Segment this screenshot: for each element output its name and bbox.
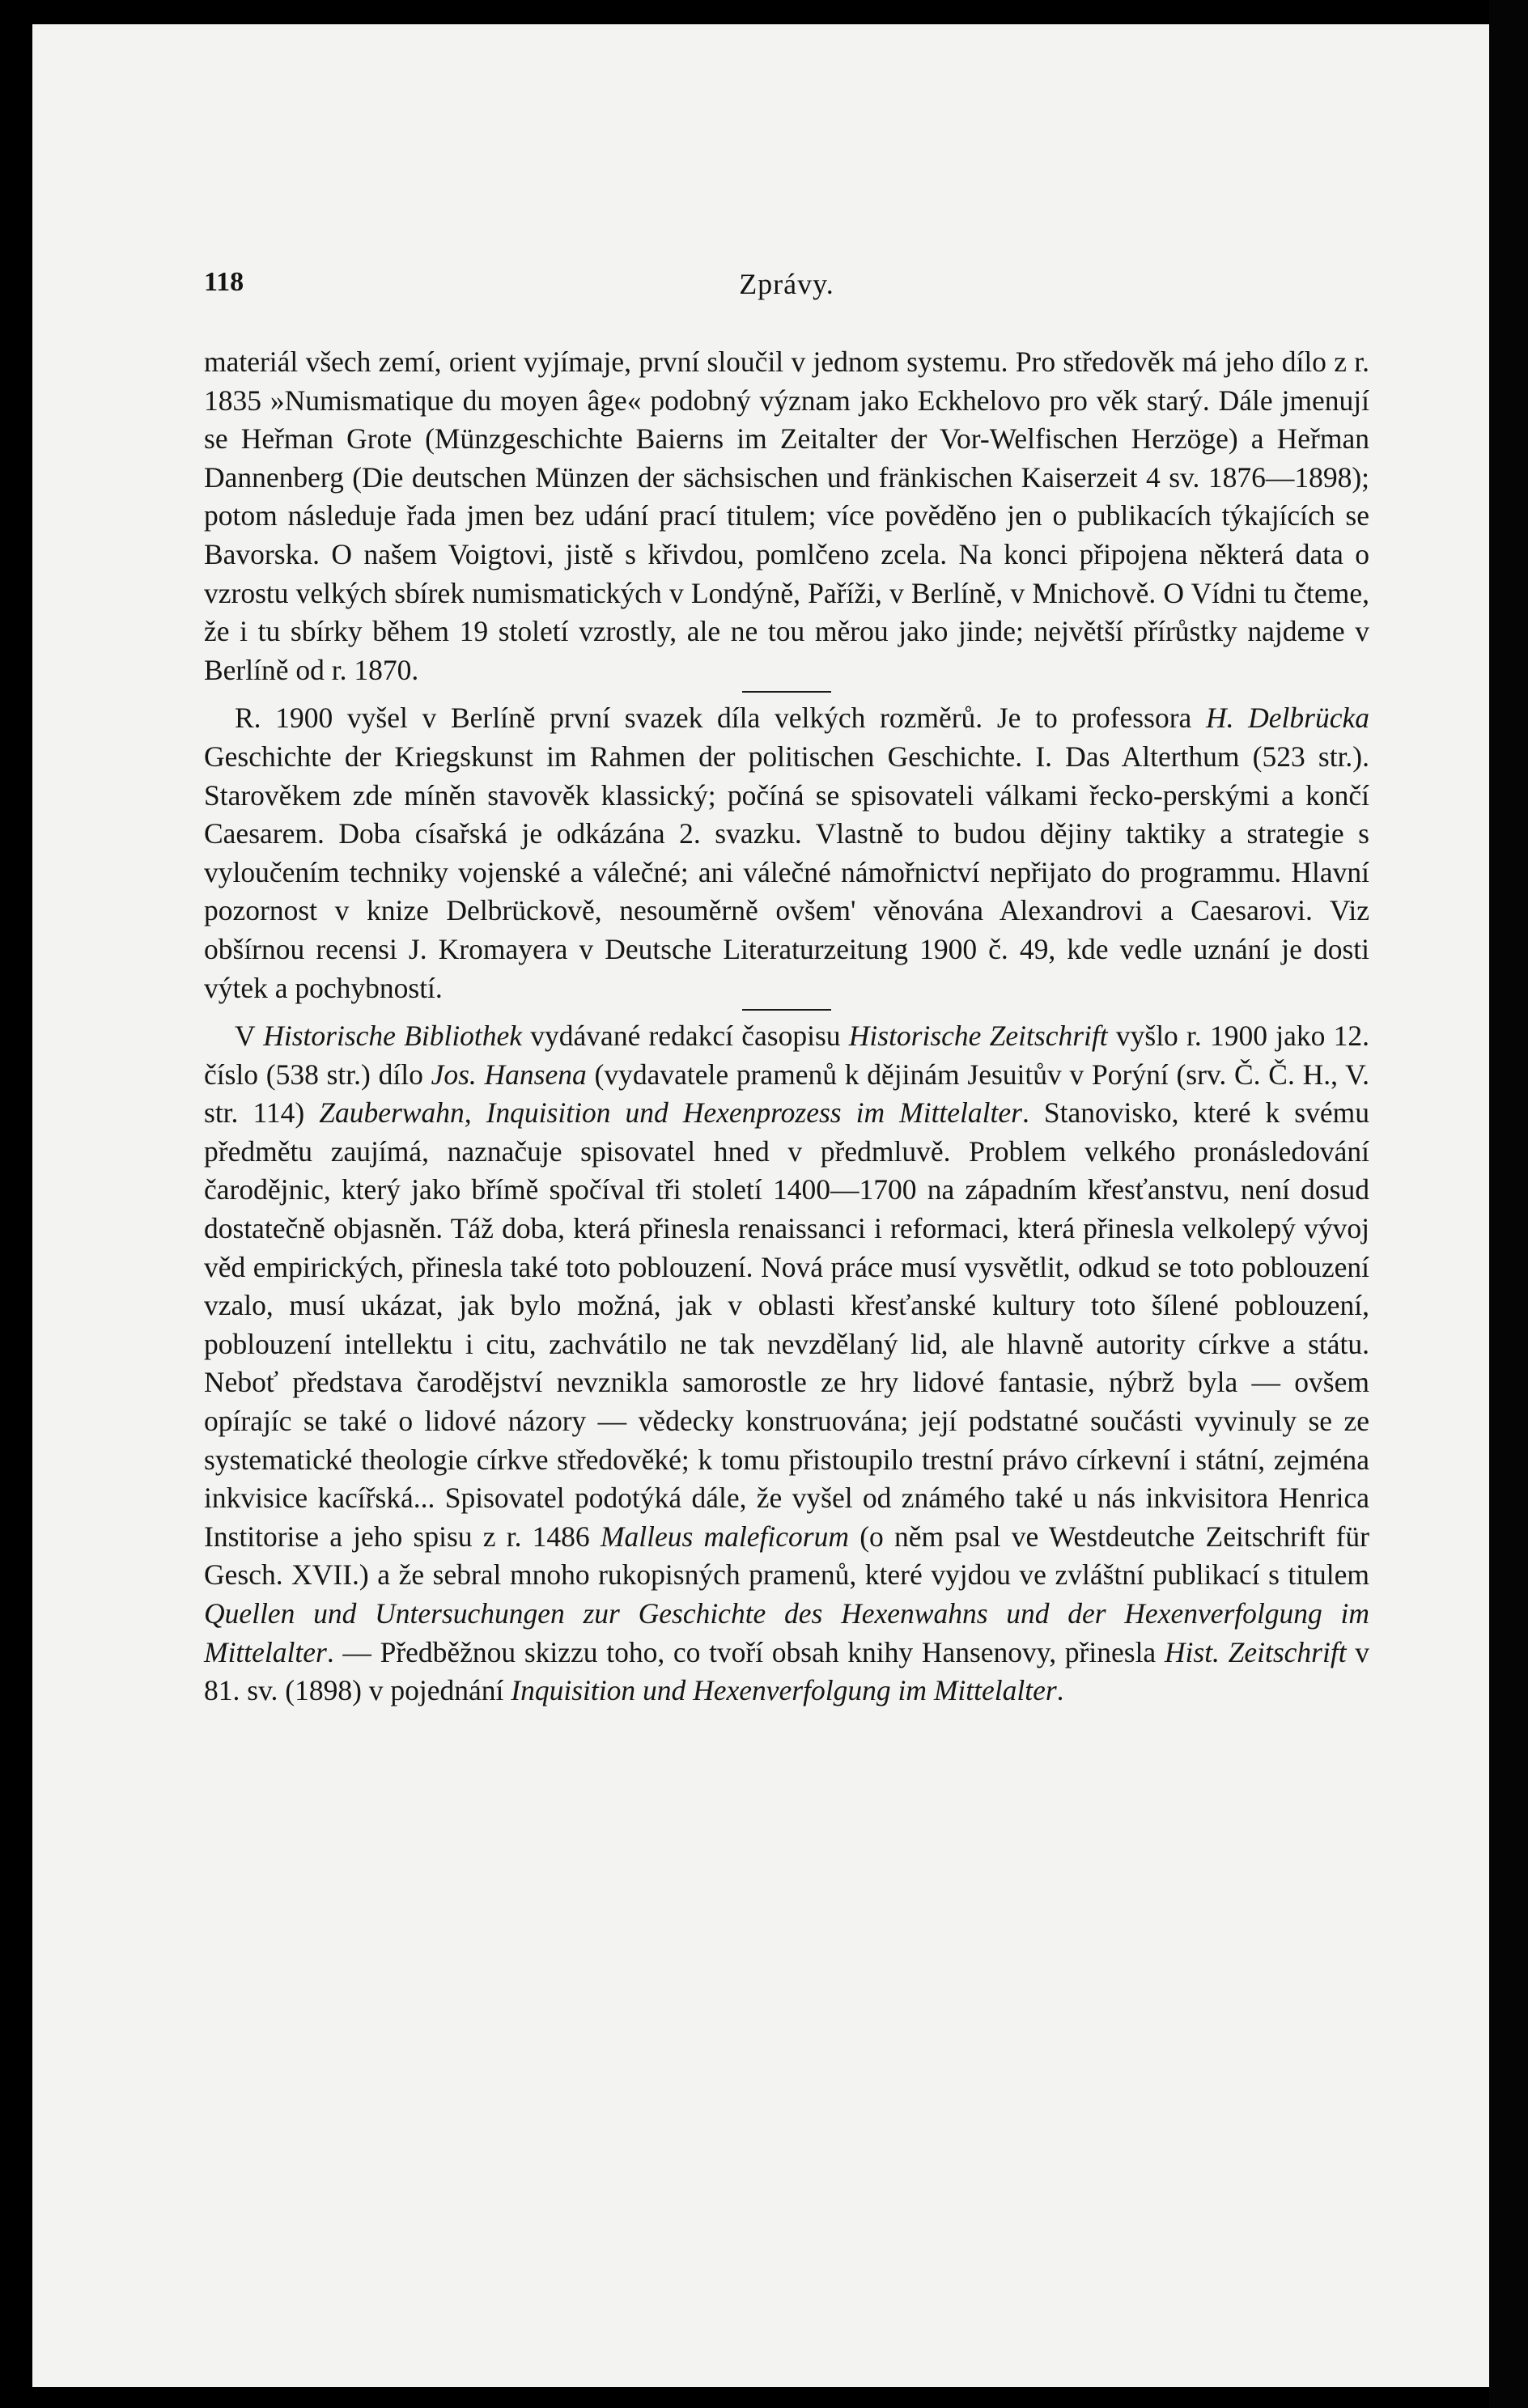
italic-title-text: Historische Zeitschrift bbox=[848, 1020, 1108, 1053]
paragraph-text: Geschichte der Kriegskunst im Rahmen der politischen Geschichte. I. Das Alterthum (523 str.). Starověkem zde míněn stavověk klassický; počíná se spisovateli válkami řecko-perskými a končí Caesarem. Doba císařská je odkázána 2. svazku. Vlastně to budou dějiny taktiky a strategie s vyloučením techniky vojenské a válečné; ani válečné námořnictví nepřijato do programmu. Hlavní pozornost v knize Delbrückově, nesouměrně ovšem' věnována Alexandrovi a Caesarovi. Viz obšírnou recensi J. Kromayera v Deutsche Literaturzeitung 1900 č. 49, kde vedle uznání je dosti výtek a pochybností. bbox=[204, 740, 1369, 1004]
italic-title-text: Quellen und Untersuchungen zur Geschichte des Hexenwahns und der Hexenverfolgung im Mittelalter bbox=[204, 1597, 1369, 1668]
paragraph-text: . Stanovisko, které k svému předmětu zaujímá, naznačuje spisovatel hned v předmluvě. Problem velkého pronásledování čarodějnic, který jako břímě spočíval tři století 1400—1700 na západním křesťanstvu, není dosud dostatečně objasněn. Táž doba, která přinesla renaissanci i reformaci, která přinesla velkolepý vývoj věd empirických, přinesla také toto poblouzení. Nová práce musí vysvětlit, odkud se toto poblouzení vzalo, musí ukázat, jak bylo možná, jak v oblasti křesťanské kultury toto šílené poblouzení, poblouzení intellektu i citu, zachvátilo ne tak nevzdělaný lid, ale hlavně autority církve a státu. Neboť představa čarodějství nevznikla samorostle ze hry lidové fantasie, nýbrž byla — ovšem opírajíc se také o lidové názory — vědecky konstruována; její podstatné součásti vyvinuly se ze systematické theologie církve středověké; k tomu přistoupilo trestní právo církevní i státní, zejména inkvisice kacířská... Spisovatel podotýká dále, že vyšel od známého také u nás inkvisitora Henrica Institorise a jeho spisu z r. 1486 bbox=[204, 1096, 1369, 1553]
paragraph-text: . — Předběžnou skizzu toho, co tvoří obsah knihy Hansenovy, přinesla bbox=[326, 1635, 1165, 1668]
page-number: 118 bbox=[204, 267, 244, 297]
paragraph-delbrueck bbox=[204, 699, 1369, 1007]
paragraph-text: (vydavatele pramenů k dějinám Jesuitův v Porýní (srv. Č. Č. H., V. str. 114) bbox=[204, 1058, 1370, 1130]
paragraph-text: vydávané redakcí časopisu bbox=[522, 1020, 849, 1053]
italic-title-text: H. Delbrücka bbox=[1205, 702, 1369, 735]
running-head: Zprávy. bbox=[739, 268, 834, 300]
italic-title-text: Hist. Zeitschrift bbox=[1164, 1635, 1347, 1668]
paragraph-text: v 81. sv. (1898) v pojednání bbox=[204, 1635, 1369, 1707]
scanned-page bbox=[32, 24, 1489, 2387]
paragraph-hansen bbox=[204, 1017, 1369, 1711]
paragraph-text: materiál všech zemí, orient vyjímaje, první sloučil v jednom systemu. Pro středověk má jeho dílo z r. 1835 »Numismatique du moyen âge« podobný význam jako Eckhelovo pro věk starý. Dále jmenují se Heřman Grote (Münzgeschichte Baierns im Zeitalter der Vor-Welfischen Herzöge) a Heřman Dannenberg (Die deutschen Münzen der sächsischen und fränkischen Kaiserzeit 4 sv. 1876—1898); potom následuje řada jmen bez udání prací titulem; více pověděno jen o publikacích týkajících se Bavorska. O našem Voigtovi, jistě s křivdou, pomlčeno zcela. Na konci připojena některá data o vzrostu velkých sbírek numismatických v Londýně, Paříži, v Berlíně, v Mnichově. O Vídni tu čteme, že i tu sbírky během 19 století vzrostly, ale ne tou měrou jako jinde; největší přírůstky najdeme v Berlíně od r. 1870. bbox=[204, 346, 1369, 686]
paragraph-text: R. 1900 vyšel v Berlíně první svazek díla velkých rozměrů. Je to professora bbox=[235, 702, 1206, 735]
article-body bbox=[204, 343, 1369, 1711]
section-divider bbox=[742, 691, 831, 693]
paragraph-text: (o něm psal ve Westdeutche Zeitschrift für Gesch. XVII.) a že sebral mnoho rukopisných pramenů, které vyjdou ve zvláštní publikací s titulem bbox=[204, 1520, 1370, 1592]
italic-title-text: Jos. Hansena bbox=[431, 1058, 587, 1091]
italic-title-text: Historische Bibliothek bbox=[263, 1020, 523, 1053]
italic-title-text: Zauberwahn, Inquisition und Hexenprozess im Mittelalter bbox=[319, 1096, 1022, 1130]
italic-title-text: Inquisition und Hexenverfolgung im Mittelalter bbox=[511, 1674, 1057, 1707]
section-divider bbox=[742, 1009, 831, 1011]
italic-title-text: Malleus maleficorum bbox=[600, 1520, 849, 1553]
scan-border bbox=[1489, 0, 1528, 2408]
paragraph-text: vyšlo r. 1900 jako 12. číslo (538 str.) dílo bbox=[204, 1020, 1369, 1091]
paragraph-text: V bbox=[235, 1020, 264, 1053]
paragraph-numismatics bbox=[204, 343, 1369, 689]
page-header bbox=[204, 267, 1369, 304]
paragraph-text: . bbox=[1056, 1674, 1064, 1707]
